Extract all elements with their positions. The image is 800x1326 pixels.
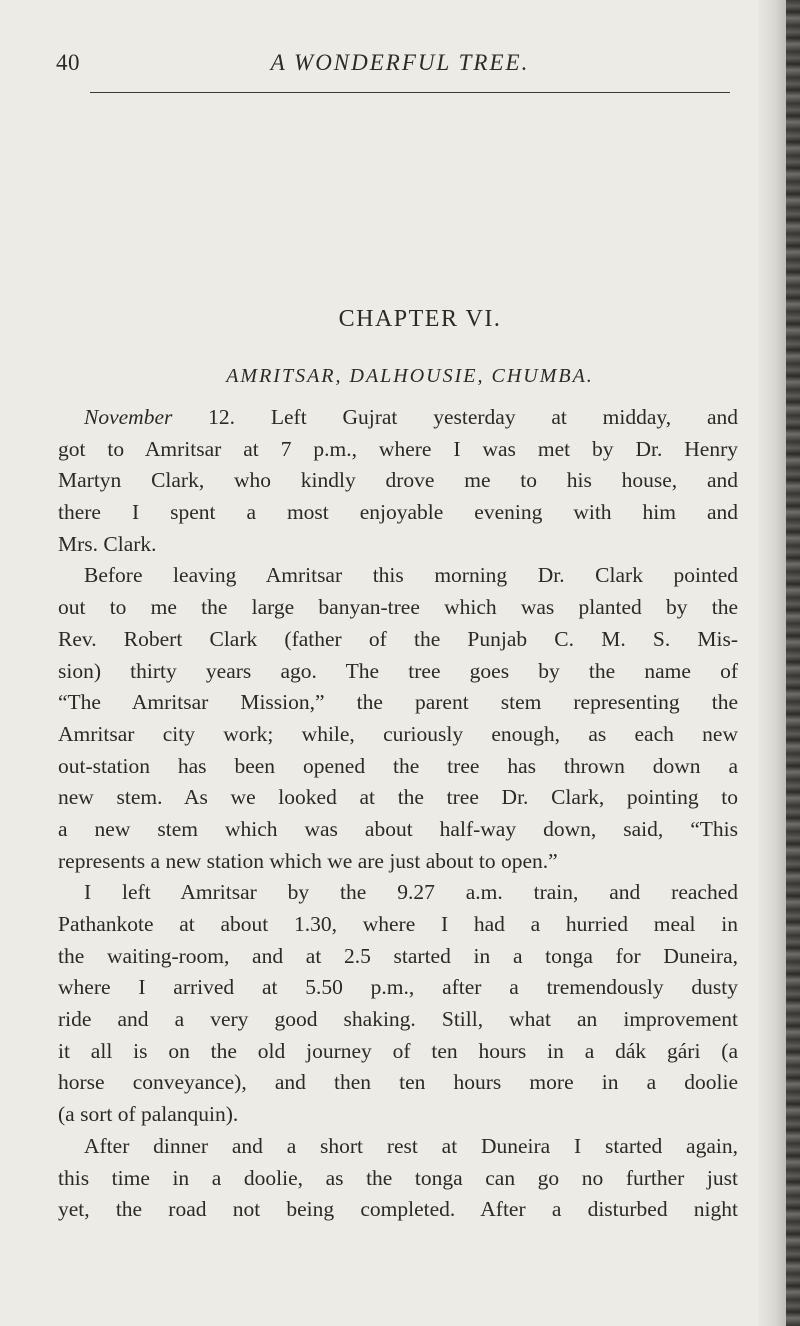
- text-line: a new stem which was about half-way down, said, “This: [58, 816, 738, 841]
- text-line: “The Amritsar Mission,” the parent stem representing the: [58, 690, 738, 715]
- text-line: Martyn Clark, who kindly drove me to his house, and: [58, 468, 738, 493]
- text-line: Before leaving Amritsar this morning Dr. Clark pointed: [84, 563, 738, 588]
- text-line: Rev. Robert Clark (father of the Punjab C. M. S. Mis-: [58, 626, 738, 651]
- text-line: there I spent a most enjoyable evening with him and: [58, 500, 738, 525]
- text-line: this time in a doolie, as the tonga can go no further just: [58, 1165, 738, 1190]
- running-title: A WONDERFUL TREE.: [270, 50, 530, 75]
- text-line: yet, the road not being completed. After a disturbed night: [58, 1197, 738, 1222]
- text-line: sion) thirty years ago. The tree goes by the name of: [58, 658, 738, 683]
- text-line: I left Amritsar by the 9.27 a.m. train, and reached: [84, 880, 738, 905]
- text-line: out to me the large banyan-tree which was planted by the: [58, 595, 738, 620]
- text-line: (a sort of palanquin).: [58, 1102, 239, 1127]
- text-line: Mrs. Clark.: [58, 531, 157, 556]
- entry-date: November: [84, 405, 173, 429]
- text-line-fragment: 12. Left Gujrat yesterday at midday, and: [172, 405, 738, 429]
- text-line: [58, 402, 738, 434]
- text-line: out-station has been opened the tree has thrown down a: [58, 753, 738, 778]
- body-text: [58, 402, 738, 1226]
- text-line: Amritsar city work; while, curiously enough, as each new: [58, 721, 738, 746]
- page-number: 40: [56, 50, 80, 75]
- text-line: horse conveyance), and then ten hours more in a doolie: [58, 1070, 738, 1095]
- binding-edge: [786, 0, 800, 1326]
- text-line: the waiting-room, and at 2.5 started in a tonga for Duneira,: [58, 943, 738, 968]
- chapter-subtitle: AMRITSAR, DALHOUSIE, CHUMBA.: [226, 365, 594, 387]
- text-line: got to Amritsar at 7 p.m., where I was met by Dr. Henry: [58, 436, 738, 461]
- text-line: Pathankote at about 1.30, where I had a hurried meal in: [58, 912, 738, 936]
- text-line: where I arrived at 5.50 p.m., after a tremendously dusty: [58, 975, 738, 1000]
- text-line: ride and a very good shaking. Still, what an improvement: [58, 1007, 738, 1032]
- chapter-title: CHAPTER VI.: [338, 306, 502, 332]
- text-line: After dinner and a short rest at Duneira I started again,: [84, 1133, 738, 1158]
- text-line: represents a new station which we are just about to open.”: [58, 848, 558, 873]
- header-rule: [90, 92, 730, 93]
- text-line: new stem. As we looked at the tree Dr. Clark, pointing to: [58, 785, 738, 810]
- text-line: it all is on the old journey of ten hours in a dák gári (a: [58, 1038, 738, 1063]
